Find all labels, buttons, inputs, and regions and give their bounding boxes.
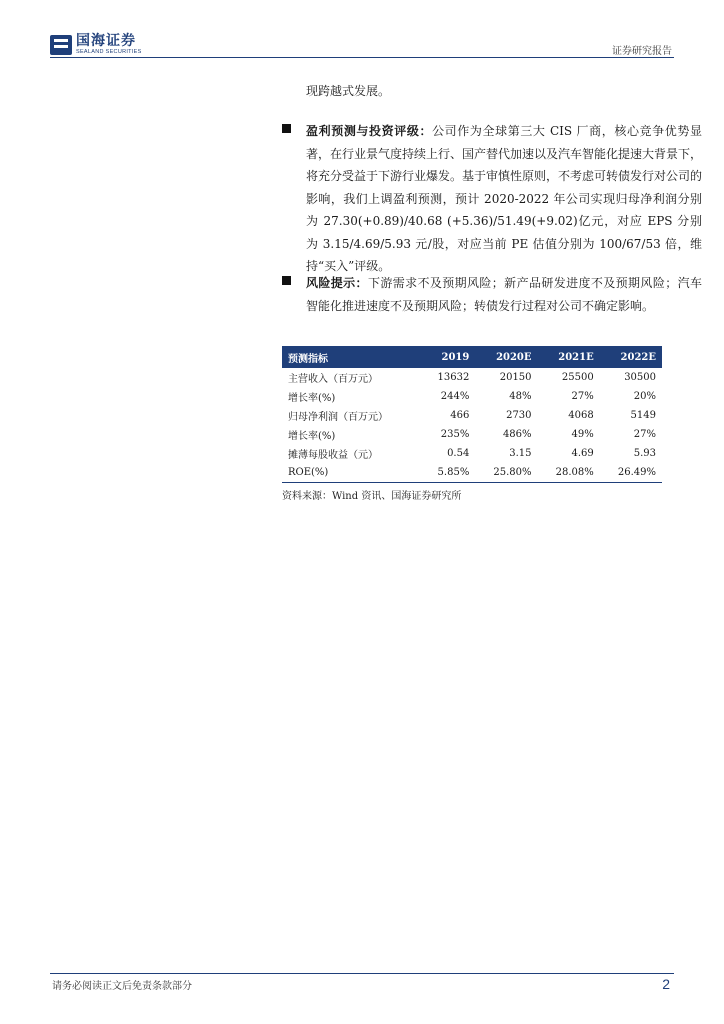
header-cell: 2021E bbox=[538, 346, 600, 368]
table-cell: 5.93 bbox=[633, 448, 656, 459]
bullet-lead: 风险提示： bbox=[306, 276, 368, 290]
table-row bbox=[282, 406, 662, 425]
footer-divider bbox=[50, 973, 674, 974]
table-cell: 25.80% bbox=[475, 463, 537, 483]
table-cell: 48% bbox=[509, 391, 532, 402]
row-label: 主营收入（百万元） bbox=[288, 374, 378, 385]
table-cell: 4.69 bbox=[571, 448, 594, 459]
square-bullet-icon bbox=[282, 124, 291, 133]
row-label: 增长率(%) bbox=[288, 431, 336, 442]
table-cell: 20150 bbox=[499, 372, 532, 383]
table-cell: 13632 bbox=[437, 372, 470, 383]
footer-disclaimer: 请务必阅读正文后免责条款部分 bbox=[52, 981, 192, 992]
bullet-body bbox=[306, 120, 702, 278]
bullet-risk-warning bbox=[282, 272, 702, 317]
bullet-earnings-forecast bbox=[282, 120, 702, 278]
table-cell: 235% bbox=[440, 429, 470, 440]
bullet-lead: 盈利预测与投资评级： bbox=[306, 124, 433, 138]
table-row bbox=[282, 368, 662, 387]
table-header-row bbox=[282, 346, 662, 368]
table-cell: 26.49% bbox=[600, 463, 662, 483]
table-cell: 0.54 bbox=[447, 448, 470, 459]
table-row bbox=[282, 387, 662, 406]
table-cell: 244% bbox=[440, 391, 470, 402]
report-type: 证券研究报告 bbox=[612, 46, 672, 57]
logo-mark-icon bbox=[50, 35, 72, 55]
header-cell: 2022E bbox=[600, 346, 662, 368]
table-cell: 2730 bbox=[506, 410, 532, 421]
table-cell: 28.08% bbox=[538, 463, 600, 483]
row-label: 增长率(%) bbox=[288, 393, 336, 404]
header-cell: 2020E bbox=[475, 346, 537, 368]
bullet-body bbox=[306, 272, 702, 317]
table-cell: 5149 bbox=[630, 410, 656, 421]
table-cell: 49% bbox=[571, 429, 594, 440]
row-label: ROE(%) bbox=[282, 463, 421, 483]
forecast-table bbox=[282, 346, 662, 483]
square-bullet-icon bbox=[282, 276, 291, 285]
table-cell: 466 bbox=[450, 410, 470, 421]
row-label: 归母净利润（百万元） bbox=[288, 412, 388, 423]
table-cell: 27% bbox=[571, 391, 594, 402]
table-cell: 5.85% bbox=[421, 463, 475, 483]
table-row bbox=[282, 444, 662, 463]
table-cell: 4068 bbox=[568, 410, 594, 421]
table-row bbox=[282, 463, 662, 483]
bullet-text: 下游需求不及预期风险；新产品研发进度不及预期风险；汽车智能化推进速度不及预期风险；转债发行过程对公司不确定影响。 bbox=[306, 276, 702, 313]
bullet-text: 公司作为全球第三大 CIS 厂商，核心竞争优势显著，在行业景气度持续上行、国产替代加速以及汽车智能化提速大背景下，将充分受益于下游行业爆发。基于审慎性原则，不考虑可转债发行对公司的影响，我们上调盈利预测，预计 2020-2022 年公司实现归母净利润分别为 27.30(+0.89)/40.68 (+5.36)/51.49(+9.02)亿元，对应 EPS 分别为 3.15/4.69/5.93 元/股，对应当前 PE 估值分别为 100/67/53 倍，维持“买入”评级。 bbox=[306, 124, 703, 273]
table-cell: 27% bbox=[633, 429, 656, 440]
header-cell: 2019 bbox=[421, 346, 475, 368]
table-cell: 30500 bbox=[624, 372, 656, 383]
row-label: 摊薄每股收益（元） bbox=[288, 450, 378, 461]
header-cell: 预测指标 bbox=[282, 346, 421, 368]
continued-paragraph: 现跨越式发展。 bbox=[306, 84, 391, 98]
logo-name-cn: 国海证券 bbox=[76, 33, 136, 49]
table-cell: 20% bbox=[633, 391, 656, 402]
table-row bbox=[282, 425, 662, 444]
table-cell: 3.15 bbox=[509, 448, 532, 459]
logo-name-en: SEALAND SECURITIES bbox=[76, 49, 142, 55]
company-logo bbox=[50, 34, 142, 56]
table-cell: 486% bbox=[502, 429, 532, 440]
header-divider bbox=[50, 57, 674, 58]
page-number: 2 bbox=[662, 976, 670, 992]
table-source-note: 资料来源：Wind 资讯、国海证券研究所 bbox=[282, 491, 462, 502]
table-cell: 25500 bbox=[561, 372, 594, 383]
